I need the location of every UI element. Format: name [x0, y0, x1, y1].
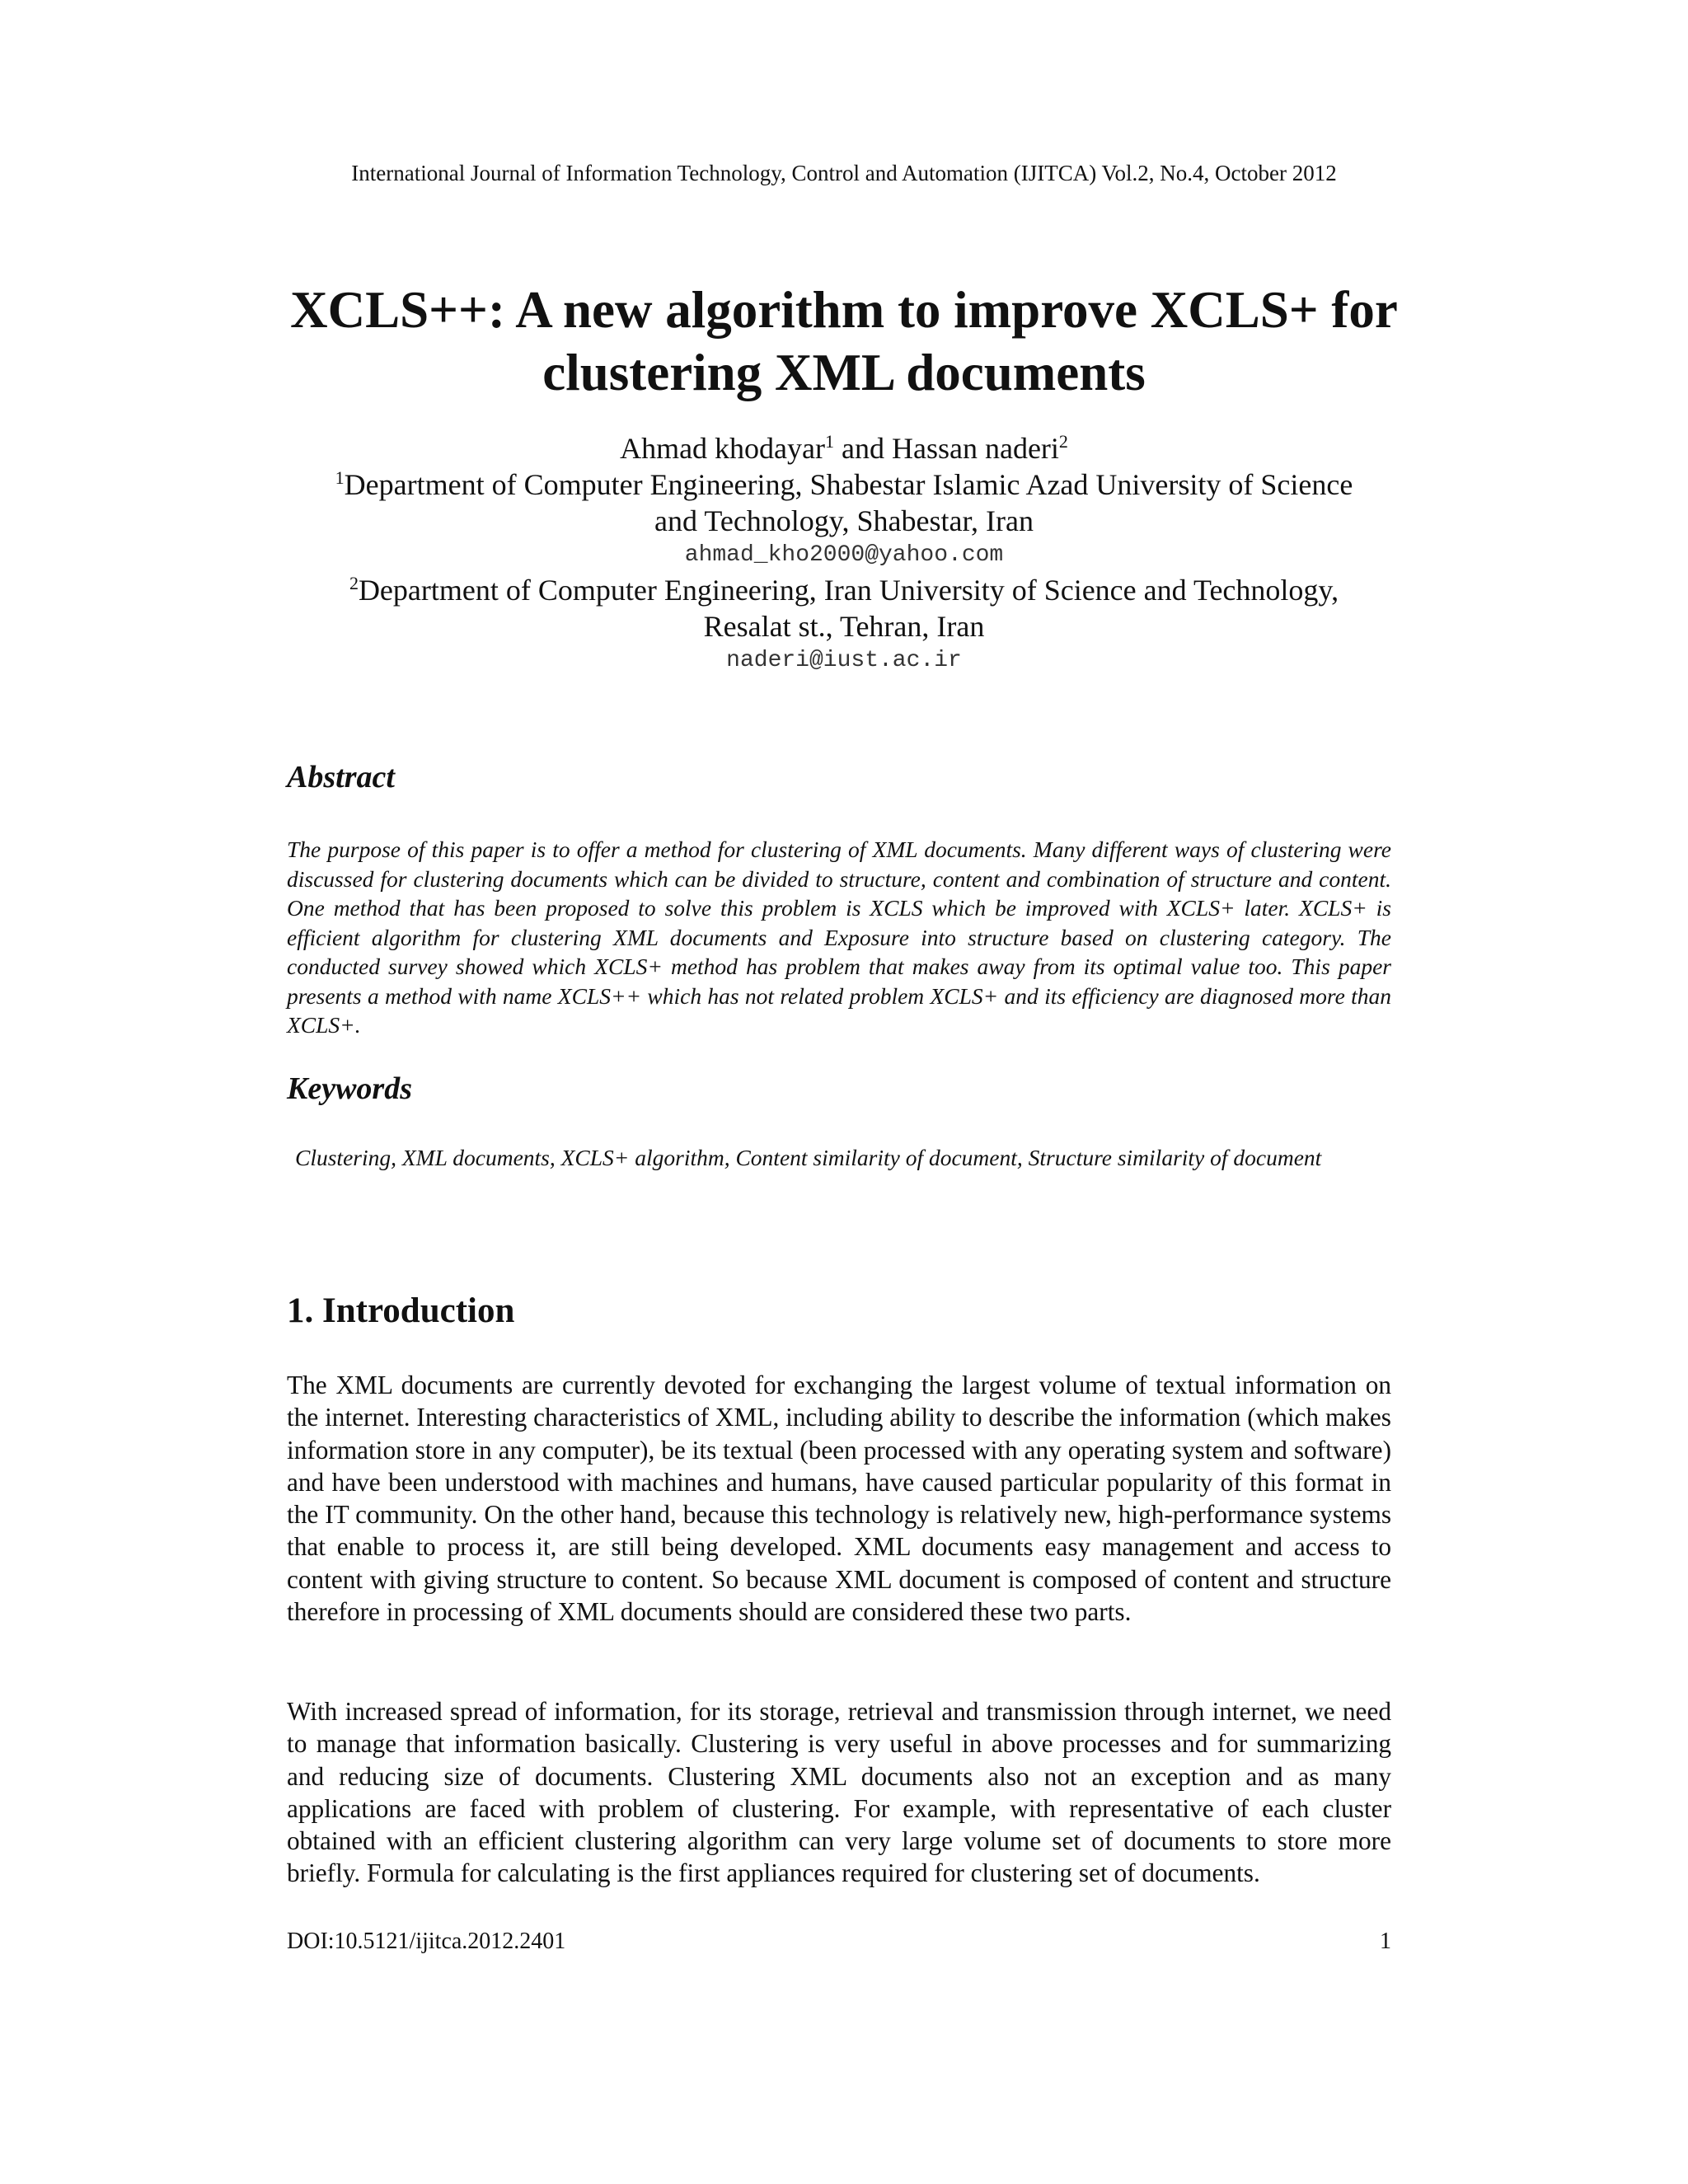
- running-header: International Journal of Information Technology, Control and Automation (IJITCA) Vol.2, No.4, October 2012: [351, 161, 1337, 185]
- author-name-2: and Hassan naderi: [834, 432, 1059, 465]
- affiliation-1-marker: 1: [335, 467, 345, 488]
- email-author-1[interactable]: ahmad_kho2000@yahoo.com: [684, 542, 1004, 568]
- affiliation-1-line-1: [247, 466, 1441, 503]
- author-1-affiliation-marker: 1: [825, 431, 835, 452]
- affiliation-2-marker: 2: [349, 573, 359, 593]
- author-name-1: Ahmad khodayar: [620, 432, 826, 465]
- affiliation-2-line-1: [247, 572, 1441, 608]
- author-2-affiliation-marker: 2: [1058, 431, 1068, 452]
- email-author-2[interactable]: naderi@iust.ac.ir: [726, 648, 962, 673]
- doi-label: DOI:10.5121/ijitca.2012.2401: [287, 1929, 566, 1954]
- introduction-heading: 1. Introduction: [287, 1291, 515, 1330]
- introduction-paragraph-2: With increased spread of information, for its storage, retrieval and transmission through internet, we need to manage that information basically. Clustering is very useful in above processes and for summarizing and reducing size of documents. Clustering XML documents also not an exception and as many applications are faced with problem of clustering. For example, with representative of each cluster obtained with an efficient clustering algorithm can very large volume set of documents to store more briefly. Formula for calculating is the first appliances required for clustering set of documents.: [287, 1697, 1391, 1888]
- affiliation-1-line-2: and Technology, Shabestar, Iran: [654, 504, 1034, 537]
- paper-title-line-1: XCLS++: A new algorithm to improve XCLS+ for: [290, 281, 1398, 339]
- page-number: 1: [1380, 1929, 1391, 1954]
- affiliation-1-text: Department of Computer Engineering, Shabestar Islamic Azad University of Science: [344, 468, 1353, 501]
- abstract-heading: Abstract: [287, 760, 395, 794]
- abstract-text: The purpose of this paper is to offer a method for clustering of XML documents. Many different ways of clustering were discussed for clustering documents which can be divided to structure, content and combination of structure and content. One method that has been proposed to solve this problem is XCLS which be improved with XCLS+ later. XCLS+ is efficient algorithm for clustering XML documents and Exposure into structure based on clustering category. The conducted survey showed which XCLS+ method has problem that makes away from its optimal value too. This paper presents a method with name XCLS++ which has not related problem XCLS+ and its efficiency are diagnosed more than XCLS+.: [287, 837, 1391, 1038]
- keywords-text: Clustering, XML documents, XCLS+ algorithm, Content similarity of document, Structure similarity of document: [295, 1145, 1322, 1170]
- paper-title-line-2: clustering XML documents: [542, 344, 1146, 401]
- introduction-paragraph-1: The XML documents are currently devoted for exchanging the largest volume of textual information on the internet. Interesting characteristics of XML, including ability to describe the information (which makes information store in any computer), be its textual (been processed with any operating system and software) and have been understood with machines and humans, have caused particular popularity of this format in the IT community. On the other hand, because this technology is relatively new, high-performance systems that enable to process it, are still being developed. XML documents easy management and access to content with giving structure to content. So because XML document is composed of content and structure therefore in processing of XML documents should are considered these two parts.: [287, 1371, 1391, 1627]
- author-block: [247, 430, 1441, 677]
- affiliation-2-text: Department of Computer Engineering, Iran University of Science and Technology,: [358, 574, 1339, 607]
- keywords-heading: Keywords: [287, 1071, 412, 1106]
- author-line: [247, 430, 1441, 466]
- paper-title: [247, 279, 1441, 404]
- affiliation-2-line-2: Resalat st., Tehran, Iran: [703, 610, 985, 643]
